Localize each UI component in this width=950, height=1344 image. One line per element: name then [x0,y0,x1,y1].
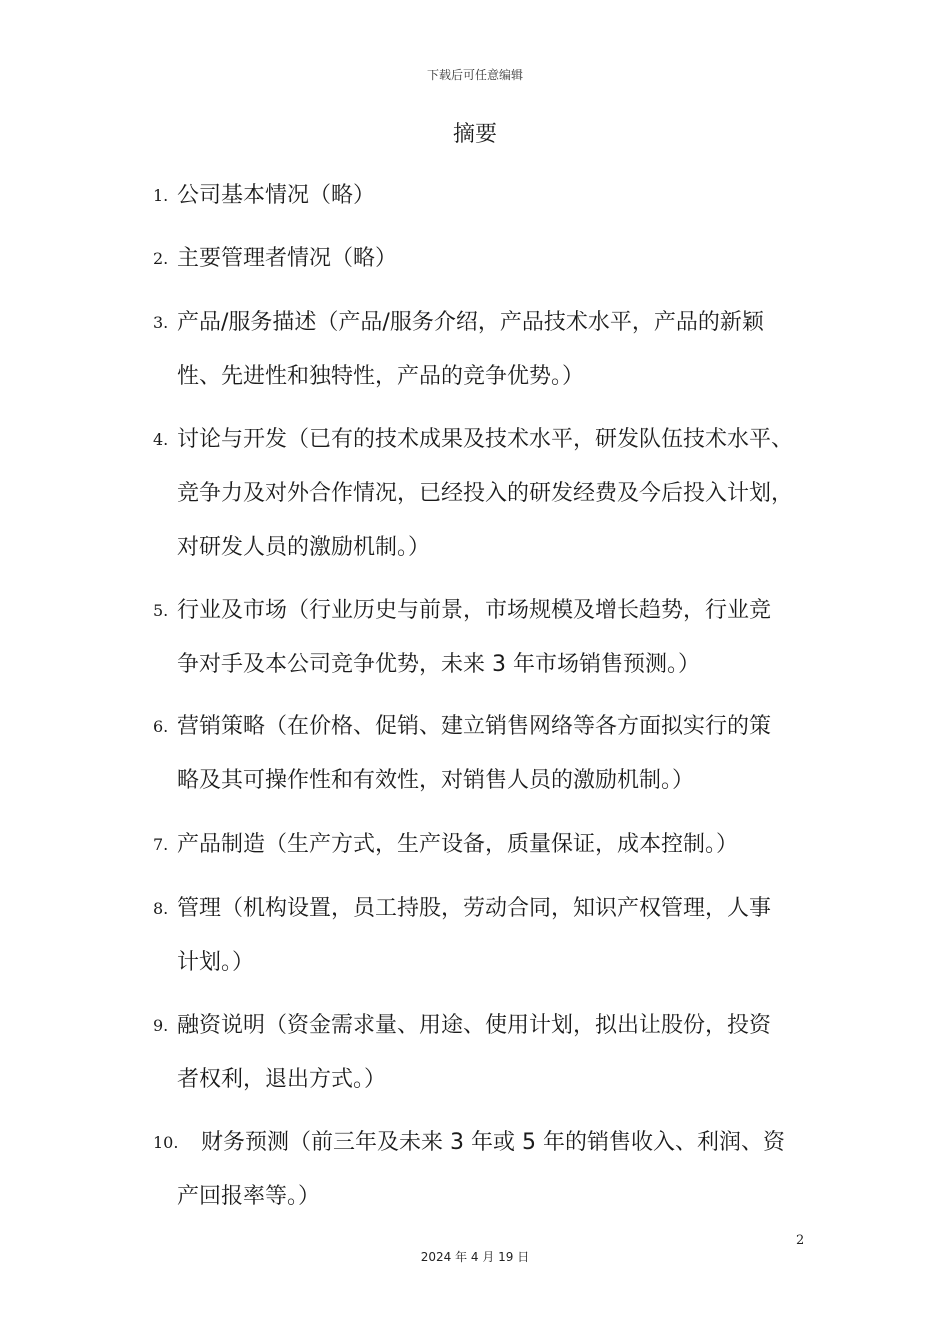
list-item-text: 公司基本情况（略） [177,183,376,208]
list-item-number: 8. [153,899,169,918]
list-item-number: 1. [153,186,169,205]
list-item-text: 管理（机构设置，员工持股，劳动合同，知识产权管理，人事 计划。） [177,896,772,975]
list-item-8 [153,882,833,990]
list-item-1 [153,169,833,223]
list-item-5 [153,584,833,692]
list-item-text: 产品/服务描述（产品/服务介绍，产品技术水平，产品的新颖 性、先进性和独特性，产品的竞争优势。） [177,310,764,389]
list-item-number: 4. [153,430,169,449]
list-item-9 [153,999,833,1107]
header-note: 下载后可任意编辑 [426,68,523,82]
list-item-6 [153,700,833,808]
list-item-number: 2. [153,249,169,268]
list-item-2 [153,232,833,286]
page-number: 2 [796,1233,805,1248]
list-item-4 [153,413,833,575]
list-item-3 [153,296,833,404]
list-item-text: 营销策略（在价格、促销、建立销售网络等各方面拟实行的策 略及其可操作性和有效性，对销售人员的激励机制。） [177,714,772,793]
list-item-7 [153,818,833,872]
list-item-text: 产品制造（生产方式，生产设备，质量保证，成本控制。） [177,832,739,857]
page-title: 摘要 [452,122,497,147]
list-item-number: 10. [153,1133,179,1152]
list-item-10 [153,1116,833,1224]
list-item-number: 6. [153,717,169,736]
list-item-text: 讨论与开发（已有的技术成果及技术水平，研发队伍技术水平、 竞争力及对外合作情况，已经投入的研发经费及今后投入计划， 对研发人员的激励机制。） [177,427,794,560]
list-item-text: 主要管理者情况（略） [177,246,398,271]
list-item-number: 7. [153,835,169,854]
list-item-number: 5. [153,601,169,620]
list-item-number: 3. [153,313,169,332]
list-item-number: 9. [153,1016,169,1035]
footer-date: 2024 年 4 月 19 日 [420,1250,530,1264]
list-item-text: 融资说明（资金需求量、用途、使用计划，拟出让股份，投资 者权利，退出方式。） [177,1013,772,1092]
list-item-text: 财务预测（前三年及未来 3 年或 5 年的销售收入、利润、资 产回报率等。） [177,1130,785,1209]
list-item-text: 行业及市场（行业历史与前景，市场规模及增长趋势，行业竞 争对手及本公司竞争优势，未来 3 年市场销售预测。） [177,598,772,677]
